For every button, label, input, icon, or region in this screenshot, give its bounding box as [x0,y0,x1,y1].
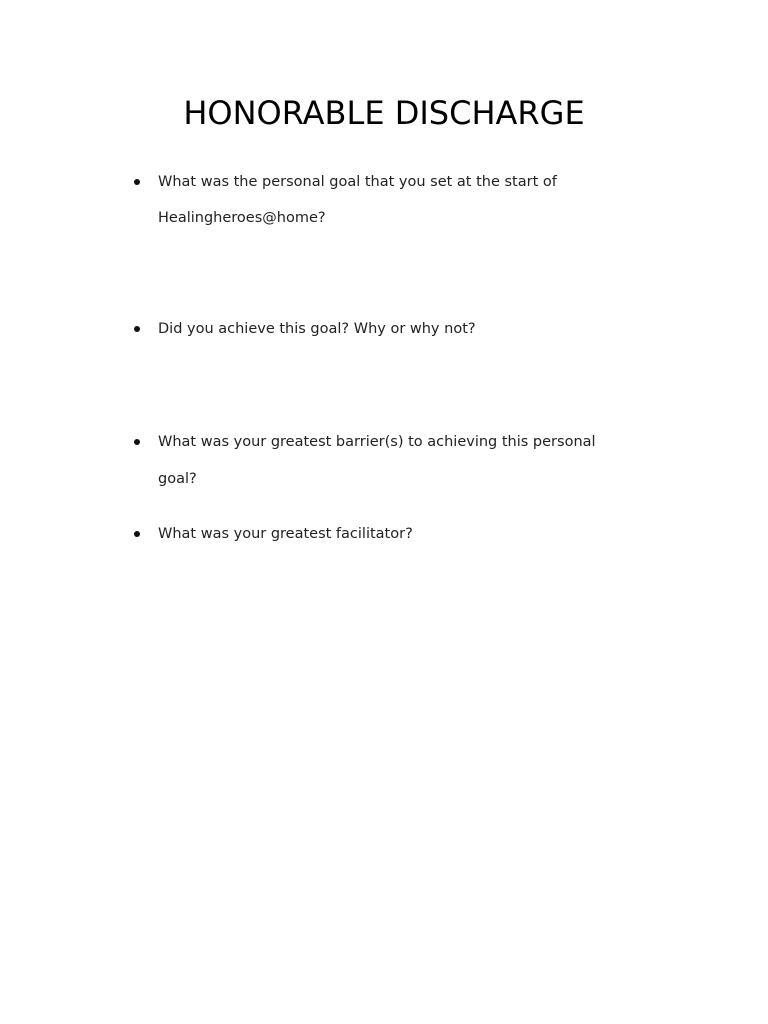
question-2-line-1: Did you achieve this goal? Why or why not? [158,321,476,337]
question-1-line-2: Healingheroes@home? [158,210,326,226]
page-title: HONORABLE DISCHARGE [183,94,585,132]
question-3-line-1: What was your greatest barrier(s) to achieving this personal [158,434,596,450]
bullet-icon [134,531,140,537]
bullet-icon [134,326,140,332]
question-4-line-1: What was your greatest facilitator? [158,526,413,542]
bullet-icon [134,439,140,445]
bullet-icon [134,179,140,185]
question-1-line-1: What was the personal goal that you set at the start of [158,174,557,190]
question-3-line-2: goal? [158,471,197,487]
